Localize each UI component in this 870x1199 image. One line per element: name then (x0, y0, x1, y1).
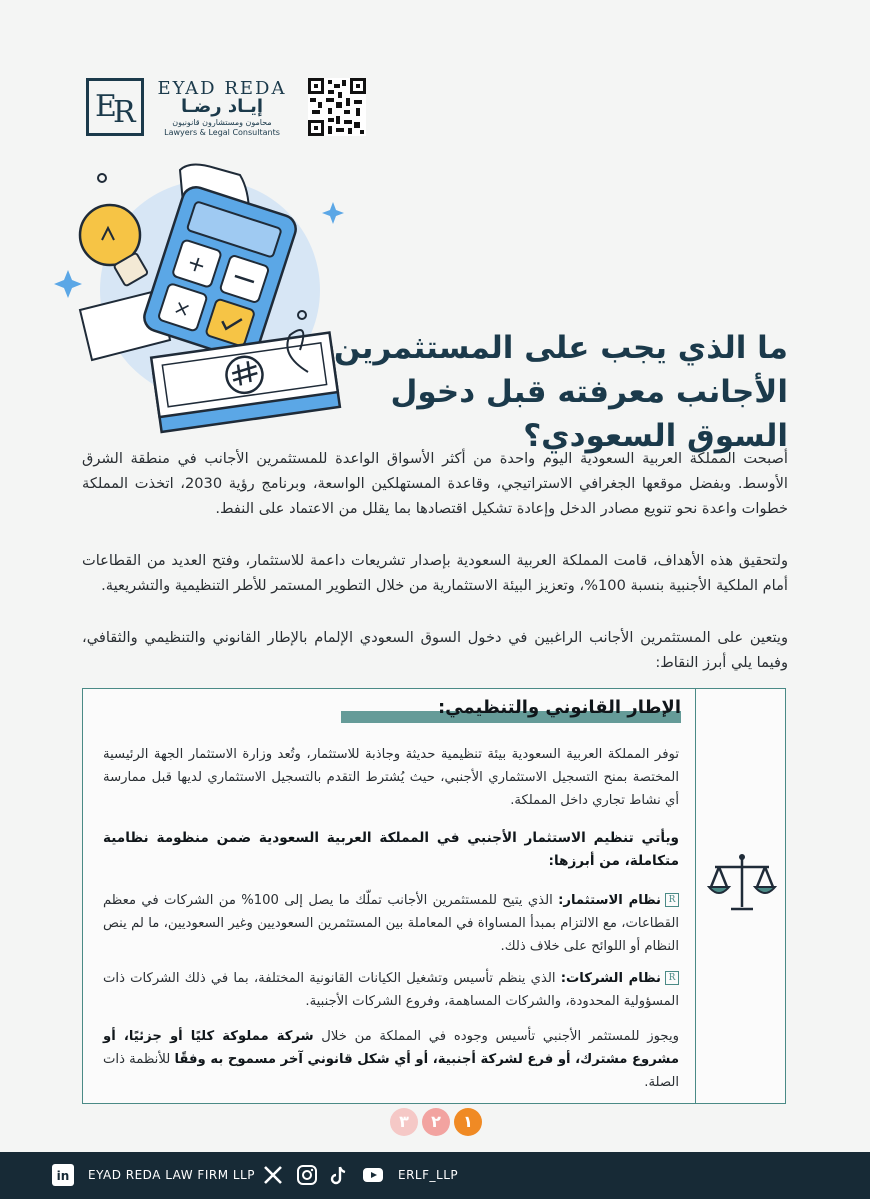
brand-name-ar: إيـاد رضـا (180, 96, 263, 117)
x-icon[interactable] (262, 1164, 284, 1186)
footer-bar (0, 1152, 870, 1199)
svg-text:×: × (170, 294, 195, 323)
section-paragraph-2: ويأتي تنظيم الاستثمار الأجنبي في المملكة العربية السعودية ضمن منظومة نظامية متكاملة، من أبرزها: (103, 830, 679, 869)
social-handle: ERLF_LLP (398, 1168, 459, 1182)
brand-subtitle-en: Lawyers & Legal Consultants (164, 128, 280, 137)
monogram-r: R (113, 95, 136, 130)
instagram-icon[interactable] (296, 1164, 318, 1186)
page-title: ما الذي يجب على المستثمرين الأجانب معرفته قبل دخول السوق السعودي؟ (333, 330, 788, 454)
bullet-label: نظام الاستثمار: (558, 893, 661, 908)
section-divider (695, 689, 696, 1103)
section-paragraph-1: توفر المملكة العربية السعودية بيئة تنظيمية حديثة وجاذبة للاستثمار، وتُعد وزارة الاستثمار الجهة الرئيسية المختصة بمنح التسجيل الاستثماري الأجنبي، حيث يُشترط التقدم بالتسجيل الاستثماري لديها قبل ممارسة أي نشاط تجاري داخل المملكة. (103, 747, 679, 808)
page-2-dot[interactable]: ٢ (422, 1108, 450, 1136)
page-1-dot[interactable]: ١ (454, 1108, 482, 1136)
section-paragraph-3 (103, 1025, 679, 1094)
bullet-companies-law (103, 967, 679, 1013)
p3-end: للأنظمة ذات الصلة. (103, 1052, 679, 1090)
svg-text:in: in (56, 1169, 70, 1183)
logo-monogram (86, 78, 144, 136)
bullet-logo-icon: R (665, 971, 679, 985)
qr-code-icon[interactable] (308, 78, 366, 136)
monogram-e: E (95, 89, 117, 124)
bullet-text: الذي ينظم تأسيس وتشغيل الكيانات القانونية المختلفة، بما في ذلك الشركات ذات المسؤولية المحدودة، والشركات المساهمة، وفروع الشركات الأجنبية. (103, 971, 679, 1009)
bullet-text: الذي يتيح للمستثمرين الأجانب تملّك ما يصل إلى 100% من الشركات في معظم القطاعات، مع الالتزام بمبدأ المساواة في المعاملة بين المستثمرين السعوديين وغير السعوديين، ما لم ينص النظام أو اللوائح على خلاف ذلك. (103, 893, 679, 954)
brand-name-en: EYAD REDA (157, 78, 287, 99)
p3-start: ويجوز للمستثمر الأجنبي تأسيس وجوده في المملكة من خلال (313, 1029, 679, 1044)
scales-of-justice-icon (707, 849, 777, 919)
legal-framework-section (82, 688, 786, 1104)
linkedin-icon[interactable] (52, 1164, 74, 1186)
section-heading: الإطار القانوني والتنظيمي: (437, 697, 681, 718)
pagination (386, 1108, 486, 1138)
brand-subtitle-ar: محامون ومستشارون قانونيون (172, 118, 272, 127)
intro-paragraph-1: أصبحت المملكة العربية السعودية اليوم واحدة من أكثر الأسواق الواعدة للمستثمرين الأجانب في منطقة الشرق الأوسط. وبفضل موقعها الجغرافي الاستراتيجي، وقاعدة المستهلكين الواسعة، وبرنامج رؤية 2030، اتخذت المملكة خطوات واعدة نحو تنويع مصادر الدخل وإعادة تشكيل اقتصادها بما يقلل من الاعتماد على النفط. (82, 450, 788, 517)
firm-name: EYAD REDA LAW FIRM LLP (88, 1168, 255, 1182)
bullet-investment-law (103, 889, 679, 958)
intro-paragraph-3: ويتعين على المستثمرين الأجانب الراغبين في دخول السوق السعودي الإلمام بالإطار القانوني والتنظيمي والثقافي، وفيما يلي أبرز النقاط: (82, 629, 788, 671)
tiktok-icon[interactable] (328, 1164, 350, 1186)
page-3-dot[interactable]: ٣ (390, 1108, 418, 1136)
svg-text:+: + (183, 250, 210, 280)
p3-emphasis: شركة مملوكة كليًا أو جزئيًا، أو مشروع مشترك، أو فرع لشركة أجنبية، أو أي شكل قانوني آخر مسموح به وفقًا (103, 1029, 680, 1067)
intro-paragraph-2: ولتحقيق هذه الأهداف، قامت المملكة العربية السعودية بإصدار تشريعات داعمة للاستثمار، وفتح العديد من القطاعات أمام الملكية الأجنبية بنسبة 100%، وتعزيز البيئة الاستثمارية من خلال التطوير المستمر للأطر التنظيمية والتشريعية. (82, 552, 788, 594)
youtube-icon[interactable] (362, 1164, 384, 1186)
brand-logo (86, 78, 368, 138)
bullet-logo-icon: R (665, 893, 679, 907)
bullet-label: نظام الشركات: (560, 971, 661, 986)
